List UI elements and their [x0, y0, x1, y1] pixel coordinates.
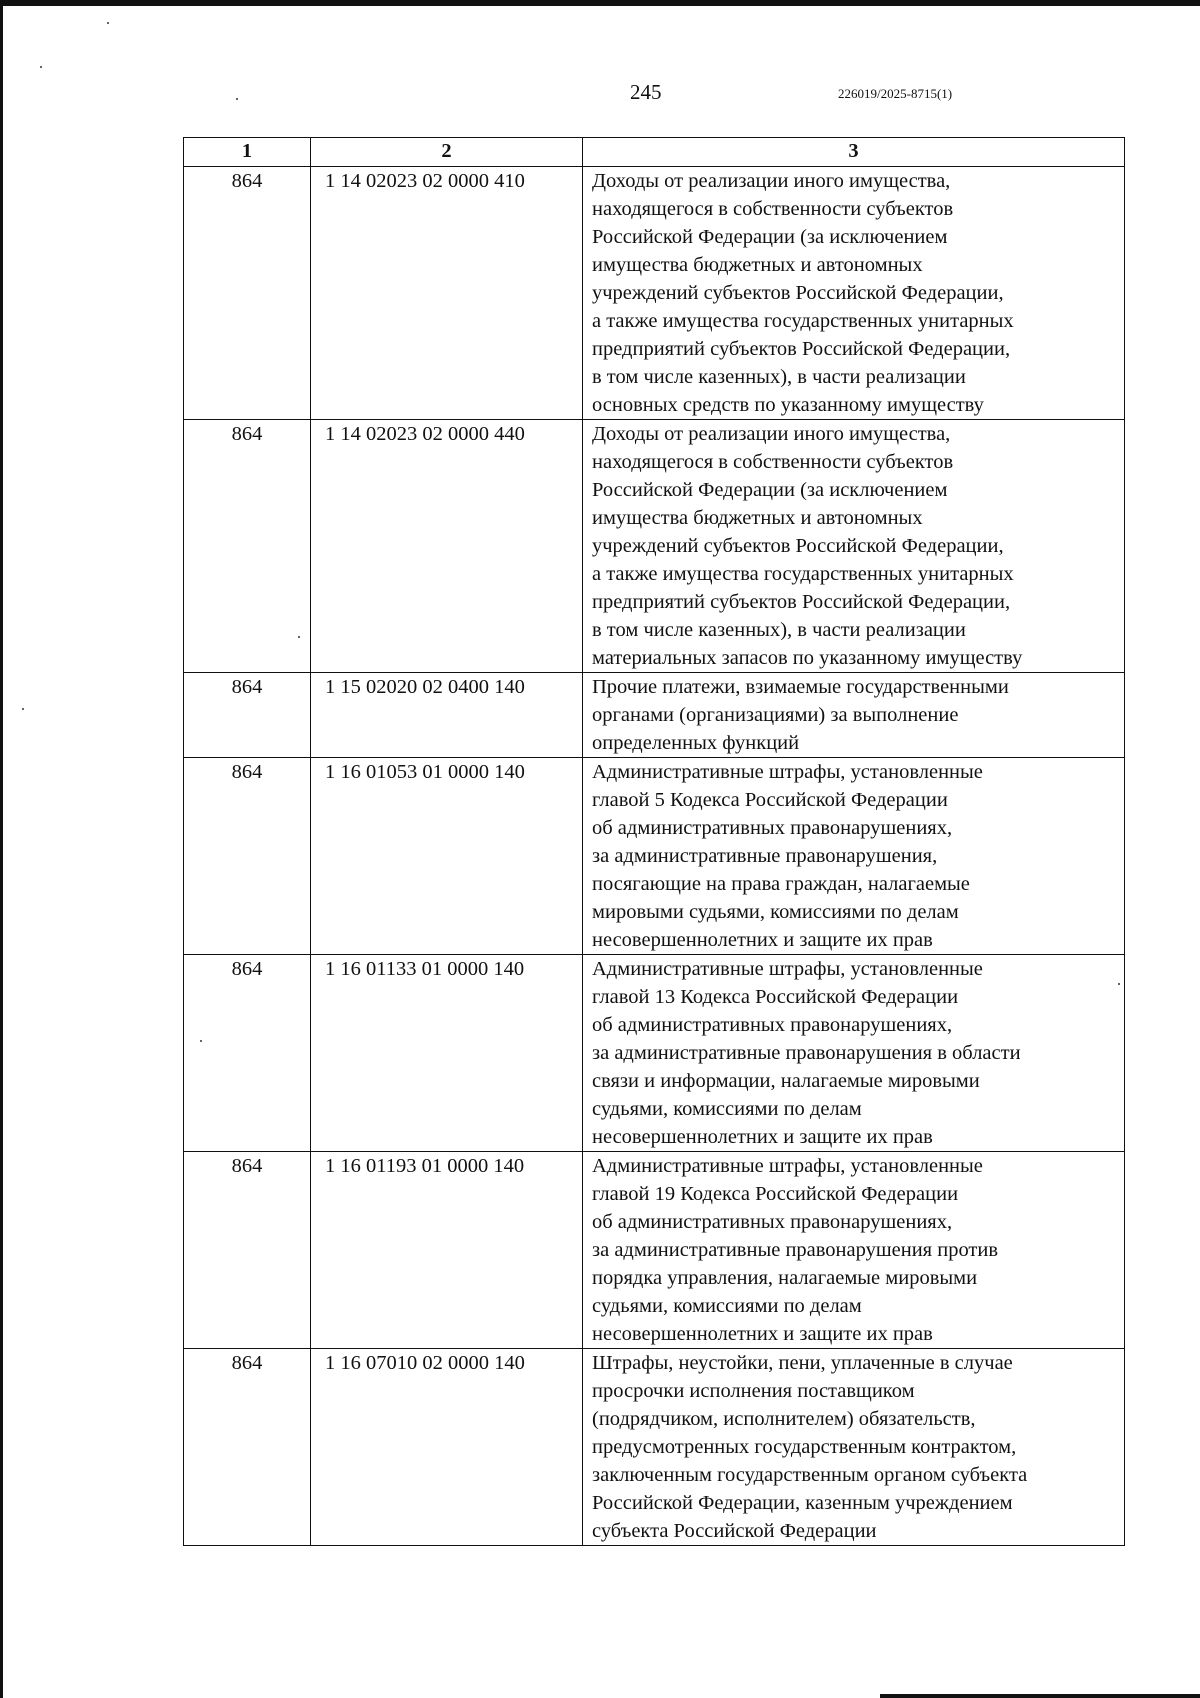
revenue-name-line: Административные штрафы, установленные	[592, 1155, 983, 1177]
revenue-name-line: предусмотренных государственным контрактом,	[592, 1436, 1017, 1458]
scan-speck	[22, 708, 24, 710]
revenue-name-line: Штрафы, неустойки, пени, уплаченные в случае	[592, 1352, 1013, 1374]
revenue-name-line: учреждений субъектов Российской Федерации,	[592, 535, 1004, 557]
revenue-name-line: просрочки исполнения поставщиком	[592, 1380, 915, 1402]
revenue-name-cell	[583, 673, 1125, 758]
revenue-name-line: главой 13 Кодекса Российской Федерации	[592, 986, 959, 1008]
budget-code-cell: 1 14 02023 02 0000 410	[311, 167, 583, 420]
revenue-name-line: Административные штрафы, установленные	[592, 761, 983, 783]
revenue-name-line: основных средств по указанному имуществу	[592, 394, 984, 416]
revenue-name-line: мировыми судьями, комиссиями по делам	[592, 901, 959, 923]
revenue-name-cell	[583, 1152, 1125, 1349]
scan-top-border	[0, 0, 1200, 6]
budget-code-cell: 1 16 01053 01 0000 140	[311, 758, 583, 955]
revenue-name-line: имущества бюджетных и автономных	[592, 507, 923, 529]
revenue-name-line: Административные штрафы, установленные	[592, 958, 983, 980]
table-row	[184, 955, 1125, 1152]
revenue-name-cell	[583, 955, 1125, 1152]
revenue-name-line: в том числе казенных), в части реализации	[592, 619, 966, 641]
admin-code-cell: 864	[184, 758, 311, 955]
admin-code-cell: 864	[184, 420, 311, 673]
document-id: 226019/2025-8715(1)	[838, 86, 953, 101]
revenue-name-line: а также имущества государственных унитарных	[592, 310, 1014, 332]
revenue-name-line: за административные правонарушения против	[592, 1239, 999, 1261]
budget-code-cell: 1 16 01133 01 0000 140	[311, 955, 583, 1152]
table-row	[184, 420, 1125, 673]
revenue-name-line: материальных запасов по указанному имуществу	[592, 647, 1023, 669]
table-row	[184, 1349, 1125, 1546]
revenue-name-line: субъекта Российской Федерации	[592, 1520, 877, 1542]
revenue-name-line: связи и информации, налагаемые мировыми	[592, 1070, 980, 1092]
revenue-name-line: об административных правонарушениях,	[592, 1014, 953, 1036]
revenue-name-line: Российской Федерации (за исключением	[592, 226, 948, 248]
revenue-name-line: Доходы от реализации иного имущества,	[592, 423, 951, 445]
table-row	[184, 673, 1125, 758]
scan-speck	[236, 98, 238, 100]
revenue-name-line: судьями, комиссиями по делам	[592, 1098, 862, 1120]
budget-code-cell: 1 15 02020 02 0400 140	[311, 673, 583, 758]
budget-code-cell: 1 14 02023 02 0000 440	[311, 420, 583, 673]
revenue-name-line: Прочие платежи, взимаемые государственными	[592, 676, 1009, 698]
scan-bottom-mark	[880, 1694, 1200, 1698]
revenue-name-line: предприятий субъектов Российской Федерации,	[592, 338, 1011, 360]
table-row	[184, 167, 1125, 420]
scan-speck	[40, 66, 42, 68]
column-header-1: 1	[184, 138, 311, 167]
revenue-name-line: несовершеннолетних и защите их прав	[592, 1126, 933, 1148]
revenue-name-line: находящегося в собственности субъектов	[592, 451, 954, 473]
scan-speck	[107, 22, 109, 24]
revenue-name-line: главой 5 Кодекса Российской Федерации	[592, 789, 948, 811]
page-number: 245	[630, 80, 662, 104]
revenue-name-line: определенных функций	[592, 732, 800, 754]
revenue-name-line: предприятий субъектов Российской Федерации,	[592, 591, 1011, 613]
admin-code-cell: 864	[184, 1152, 311, 1349]
scan-left-border	[0, 0, 3, 1698]
table-row	[184, 758, 1125, 955]
revenue-name-line: несовершеннолетних и защите их прав	[592, 929, 933, 951]
revenue-name-cell	[583, 1349, 1125, 1546]
revenue-name-line: Российской Федерации, казенным учреждением	[592, 1492, 1013, 1514]
revenue-name-line: об административных правонарушениях,	[592, 1211, 953, 1233]
revenue-name-line: посягающие на права граждан, налагаемые	[592, 873, 970, 895]
revenue-name-line: заключенным государственным органом субъекта	[592, 1464, 1028, 1486]
table-header-row	[184, 138, 1125, 167]
revenue-name-line: судьями, комиссиями по делам	[592, 1295, 862, 1317]
revenue-name-line: учреждений субъектов Российской Федерации,	[592, 282, 1004, 304]
revenue-name-line: имущества бюджетных и автономных	[592, 254, 923, 276]
column-header-2: 2	[311, 138, 583, 167]
revenue-name-cell	[583, 420, 1125, 673]
revenue-name-line: органами (организациями) за выполнение	[592, 704, 959, 726]
column-header-3: 3	[583, 138, 1125, 167]
revenue-name-line: об административных правонарушениях,	[592, 817, 953, 839]
revenue-name-line: Доходы от реализации иного имущества,	[592, 170, 951, 192]
revenue-name-line: в том числе казенных), в части реализации	[592, 366, 966, 388]
revenue-name-line: за административные правонарушения,	[592, 845, 938, 867]
revenue-codes-table	[183, 137, 1125, 1546]
admin-code-cell: 864	[184, 673, 311, 758]
revenue-name-cell	[583, 758, 1125, 955]
admin-code-cell: 864	[184, 167, 311, 420]
budget-code-cell: 1 16 07010 02 0000 140	[311, 1349, 583, 1546]
revenue-name-line: главой 19 Кодекса Российской Федерации	[592, 1183, 959, 1205]
table-body	[184, 167, 1125, 1546]
revenue-name-line: а также имущества государственных унитарных	[592, 563, 1014, 585]
table-row	[184, 1152, 1125, 1349]
revenue-name-line: несовершеннолетних и защите их прав	[592, 1323, 933, 1345]
revenue-name-line: (подрядчиком, исполнителем) обязательств,	[592, 1408, 976, 1430]
revenue-name-line: порядка управления, налагаемые мировыми	[592, 1267, 978, 1289]
admin-code-cell: 864	[184, 955, 311, 1152]
budget-code-cell: 1 16 01193 01 0000 140	[311, 1152, 583, 1349]
admin-code-cell: 864	[184, 1349, 311, 1546]
revenue-name-line: за административные правонарушения в области	[592, 1042, 1021, 1064]
revenue-name-line: Российской Федерации (за исключением	[592, 479, 948, 501]
revenue-name-cell	[583, 167, 1125, 420]
revenue-name-line: находящегося в собственности субъектов	[592, 198, 954, 220]
